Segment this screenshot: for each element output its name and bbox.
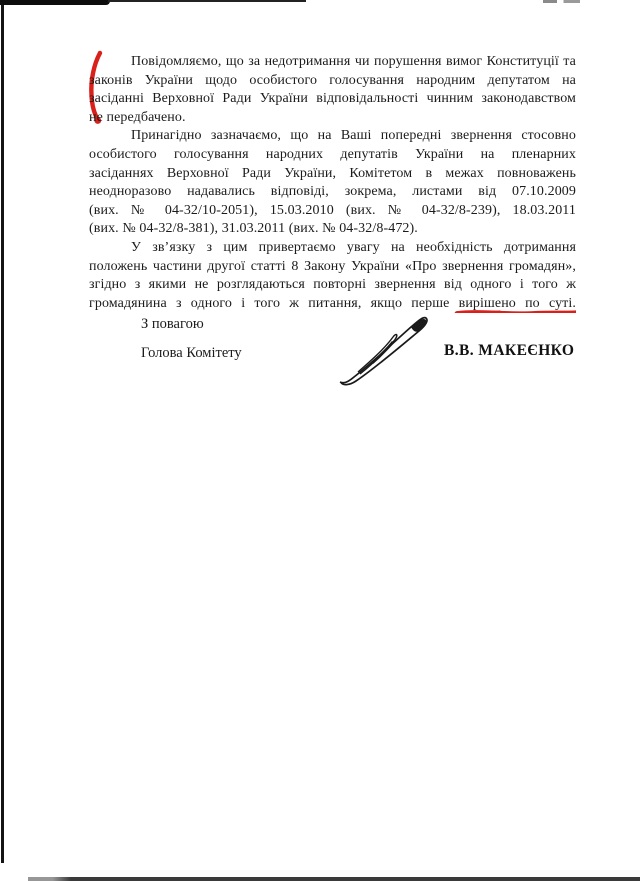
salutation: З повагою <box>141 316 204 332</box>
signature-image <box>332 310 436 390</box>
letter-body <box>89 53 576 313</box>
text-line: положень частини другої статті 8 Закону України «Про звернення громадян», <box>89 258 576 274</box>
text-line: Повідомляємо, що за недотримання чи порушення вимог Конституції та <box>131 54 576 69</box>
scan-edge-top-left <box>0 0 110 5</box>
text-line: законів України щодо особистого голосування народним депутатом на <box>89 72 576 88</box>
text-line: не передбачено. <box>89 109 186 125</box>
underlined-phrase <box>459 296 576 311</box>
scan-edge-left <box>1 5 4 863</box>
scan-edge-top-dashes <box>543 0 589 3</box>
paragraph-2 <box>89 127 576 239</box>
paragraph-1 <box>89 53 576 127</box>
text-line: (вих. № 04-32/10-2051), 15.03.2010 (вих. № 04-32/8-239), 18.03.2011 <box>89 202 576 218</box>
text-line: неодноразово надавались відповіді, зокрема, листами від 07.10.2009 <box>89 184 576 200</box>
text-line: (вих. № 04-32/8-381), 31.03.2011 (вих. № 04-32/8-472). <box>89 221 418 237</box>
text-line: Принагідно зазначаємо, що на Ваші попередні звернення стосовно <box>131 128 576 144</box>
paragraph-3 <box>89 239 576 313</box>
underlined-phrase-text: вирішено по суті. <box>458 295 576 311</box>
scan-edge-top-line <box>108 0 306 2</box>
text-line: У зв’язку з цим привертаємо увагу на необхідність дотримання <box>131 239 576 255</box>
text-line: засіданні Верховної Ради України відповідальності чинним законодавством <box>89 91 576 107</box>
signer-name: В.В. МАКЕЄНКО <box>444 342 575 359</box>
text-line: згідно з якими не розглядаються повторні звернення від одного і того ж <box>89 277 576 293</box>
text-line: особистого голосування народних депутатів України на пленарних <box>89 146 576 162</box>
red-underline-annotation <box>454 308 576 314</box>
final-line-pre: громадянина з одного і того ж питання, якщо перше <box>89 295 459 311</box>
signer-title: Голова Комітету <box>141 345 242 361</box>
text-line: засіданнях Верховної Ради України, Комітетом в межах повноважень <box>89 165 576 181</box>
scan-edge-bottom <box>28 877 640 881</box>
